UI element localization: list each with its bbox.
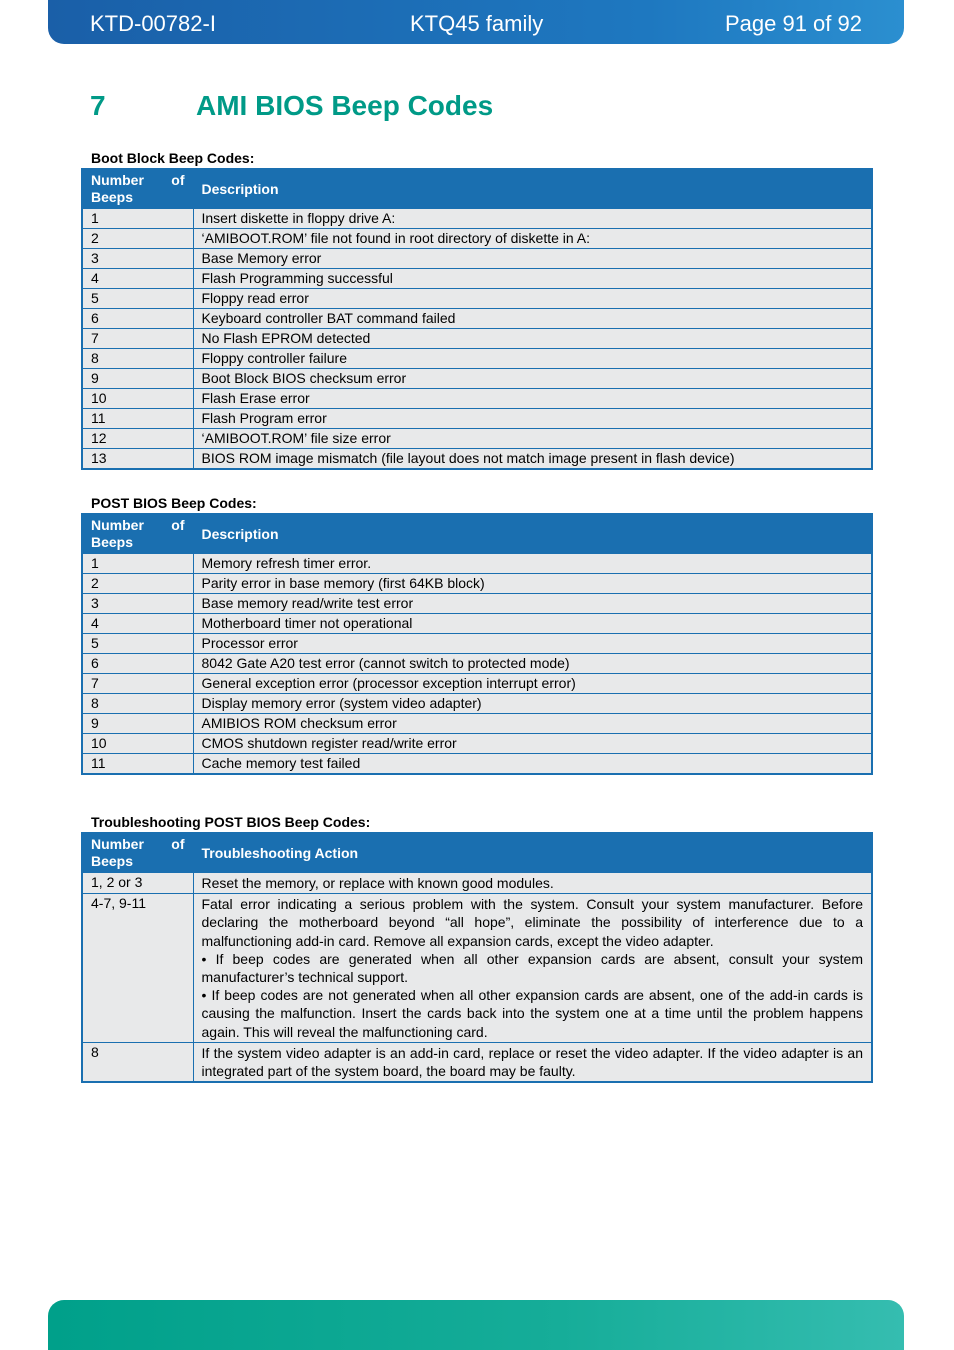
beep-count: 8: [82, 349, 193, 369]
beep-description: ‘AMIBOOT.ROM’ file not found in root directory of diskette in A:: [193, 229, 872, 249]
beep-description: Base memory read/write test error: [193, 594, 872, 614]
table-row: [82, 654, 872, 674]
column-header-number: [82, 833, 193, 873]
column-header-beeps-word: Beeps: [91, 853, 134, 869]
column-header-description: Description: [193, 514, 872, 554]
table-row: [82, 614, 872, 634]
document-id: KTD-00782-I: [90, 11, 216, 36]
column-header-of-word: of: [171, 836, 185, 852]
table-row: [82, 554, 872, 574]
beep-count: 7: [82, 329, 193, 349]
post-bios-caption: POST BIOS Beep Codes:: [91, 495, 257, 511]
table-row: [82, 1042, 872, 1082]
page-number: Page 91 of 92: [724, 11, 862, 36]
table-row: [82, 289, 872, 309]
beep-description: No Flash EPROM detected: [193, 329, 872, 349]
boot-block-table: [81, 168, 873, 470]
column-header-number-word: Number: [91, 836, 144, 852]
table-row: [82, 409, 872, 429]
table-row: [82, 209, 872, 229]
beep-description: Parity error in base memory (first 64KB block): [193, 574, 872, 594]
table-row: [82, 429, 872, 449]
beep-count: 11: [82, 754, 193, 775]
table-row: [82, 754, 872, 775]
beep-count: 1: [82, 554, 193, 574]
beep-description: BIOS ROM image mismatch (file layout does not match image present in flash device): [193, 449, 872, 470]
beep-count: 7: [82, 674, 193, 694]
column-header-number-word: Number: [91, 517, 144, 533]
boot-block-body: [82, 209, 872, 470]
troubleshooting-caption: Troubleshooting POST BIOS Beep Codes:: [91, 814, 371, 830]
beep-description: Memory refresh timer error.: [193, 554, 872, 574]
table-header-row: [82, 833, 872, 873]
beep-description: Motherboard timer not operational: [193, 614, 872, 634]
beep-count: 9: [82, 369, 193, 389]
table-row: [82, 249, 872, 269]
beep-description: Insert diskette in floppy drive A:: [193, 209, 872, 229]
boot-block-caption: Boot Block Beep Codes:: [91, 150, 255, 166]
beep-count: 11: [82, 409, 193, 429]
column-header-number: [82, 169, 193, 209]
table-row: [82, 574, 872, 594]
beep-count: 12: [82, 429, 193, 449]
action-paragraph: • If beep codes are generated when all other expansion cards are absent, consult your system manufacturer’s technical support.: [201, 950, 863, 986]
troubleshooting-action: [193, 873, 872, 894]
table-row: [82, 309, 872, 329]
beep-count: 8: [82, 694, 193, 714]
page-footer: [48, 1300, 904, 1350]
column-header-beeps-word: Beeps: [91, 189, 134, 205]
column-header-of-word: of: [171, 172, 185, 188]
action-paragraph: If the system video adapter is an add-in card, replace or reset the video adapter. If the video adapter is an integrated part of the system board, the board may be faulty.: [201, 1044, 863, 1080]
column-header-number-word: Number: [91, 172, 144, 188]
beep-count: 2: [82, 574, 193, 594]
beep-description: Flash Program error: [193, 409, 872, 429]
post-bios-body: [82, 554, 872, 775]
troubleshooting-body: [82, 873, 872, 1083]
post-bios-table: [81, 513, 873, 775]
chapter-number: 7: [90, 90, 106, 121]
table-row: [82, 329, 872, 349]
column-header-description: Description: [193, 169, 872, 209]
table-row: [82, 449, 872, 470]
beep-count: 10: [82, 389, 193, 409]
column-header-number: [82, 514, 193, 554]
product-family: KTQ45 family: [410, 11, 544, 36]
beep-count: 3: [82, 249, 193, 269]
beep-description: Floppy controller failure: [193, 349, 872, 369]
beep-description: Boot Block BIOS checksum error: [193, 369, 872, 389]
beep-count: 4-7, 9-11: [82, 894, 193, 1043]
beep-description: CMOS shutdown register read/write error: [193, 734, 872, 754]
beep-description: General exception error (processor exception interrupt error): [193, 674, 872, 694]
beep-count: 6: [82, 654, 193, 674]
table-row: [82, 389, 872, 409]
table-row: [82, 694, 872, 714]
column-header-of-word: of: [171, 517, 185, 533]
table-row: [82, 369, 872, 389]
beep-count: 1: [82, 209, 193, 229]
beep-count: 5: [82, 289, 193, 309]
beep-count: 4: [82, 614, 193, 634]
table-row: [82, 634, 872, 654]
troubleshooting-action: [193, 894, 872, 1043]
beep-description: Keyboard controller BAT command failed: [193, 309, 872, 329]
troubleshooting-table: [81, 832, 873, 1083]
troubleshooting-action: [193, 1042, 872, 1082]
table-row: [82, 349, 872, 369]
beep-description: 8042 Gate A20 test error (cannot switch to protected mode): [193, 654, 872, 674]
page-header: [48, 0, 904, 44]
action-paragraph: • If beep codes are not generated when all other expansion cards are absent, one of the add-in cards is causing the malfunction. Insert the cards back into the system one at a time until the problem happens again. This will reveal the malfunctioning card.: [201, 987, 863, 1040]
beep-count: 6: [82, 309, 193, 329]
table-row: [82, 674, 872, 694]
beep-count: 9: [82, 714, 193, 734]
beep-count: 1, 2 or 3: [82, 873, 193, 894]
beep-count: 8: [82, 1042, 193, 1082]
chapter-title: AMI BIOS Beep Codes: [196, 90, 494, 121]
beep-description: Floppy read error: [193, 289, 872, 309]
table-row: [82, 734, 872, 754]
table-row: [82, 269, 872, 289]
beep-description: ‘AMIBOOT.ROM’ file size error: [193, 429, 872, 449]
column-header-beeps-word: Beeps: [91, 534, 134, 550]
table-header-row: [82, 169, 872, 209]
beep-description: Display memory error (system video adapter): [193, 694, 872, 714]
column-header-action: Troubleshooting Action: [193, 833, 872, 873]
table-row: [82, 873, 872, 894]
beep-count: 2: [82, 229, 193, 249]
table-header-row: [82, 514, 872, 554]
action-paragraph: Fatal error indicating a serious problem with the system. Consult your system manufacturer. Before declaring the motherboard beyond “all hope”, eliminate the possibility of interference due to a malfunctioning add-in card. Remove all expansion cards, except the video adapter.: [201, 896, 863, 949]
table-row: [82, 714, 872, 734]
action-paragraph: Reset the memory, or replace with known good modules.: [201, 875, 554, 891]
beep-count: 10: [82, 734, 193, 754]
beep-count: 5: [82, 634, 193, 654]
table-row: [82, 594, 872, 614]
table-row: [82, 894, 872, 1043]
beep-count: 13: [82, 449, 193, 470]
beep-description: Cache memory test failed: [193, 754, 872, 775]
beep-description: Processor error: [193, 634, 872, 654]
beep-count: 3: [82, 594, 193, 614]
beep-description: Flash Erase error: [193, 389, 872, 409]
beep-description: Flash Programming successful: [193, 269, 872, 289]
table-row: [82, 229, 872, 249]
beep-count: 4: [82, 269, 193, 289]
beep-description: AMIBIOS ROM checksum error: [193, 714, 872, 734]
beep-description: Base Memory error: [193, 249, 872, 269]
